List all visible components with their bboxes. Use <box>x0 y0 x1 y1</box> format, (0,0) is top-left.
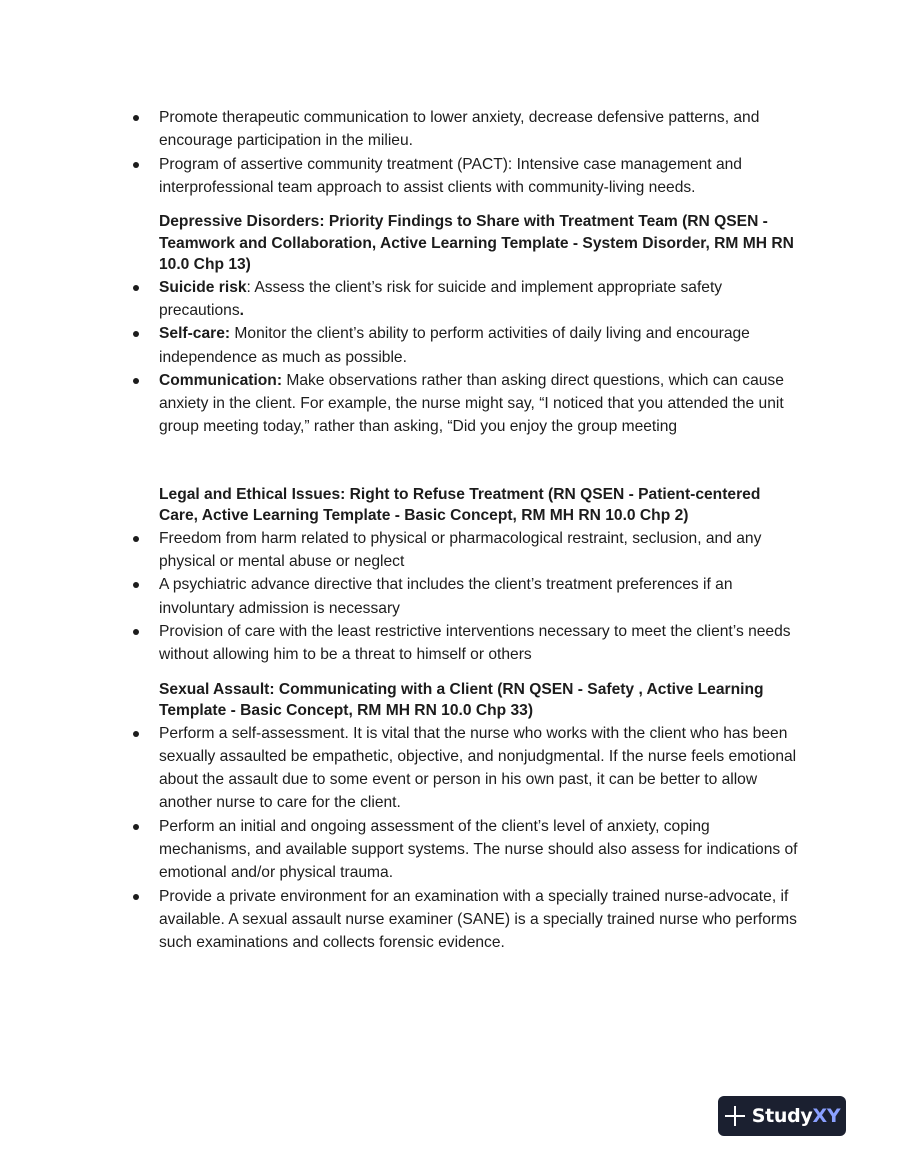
list-item: Promote therapeutic communication to lower anxiety, decrease defensive patterns, and encourage participation in the milieu. <box>131 106 803 153</box>
list-item: Perform an initial and ongoing assessment of the client’s level of anxiety, coping mechanisms, and available support systems. The nurse should also assess for indications of emotional and/or physical trauma. <box>131 815 803 885</box>
studyxy-logo[interactable] <box>718 1096 846 1136</box>
term-label: Suicide risk <box>159 278 247 296</box>
section-heading: Depressive Disorders: Priority Findings to Share with Treatment Team (RN QSEN - Teamwork and Collaboration, Active Learning Template - System Disorder, RM MH RN 10.0 Chp 13) <box>159 213 794 274</box>
document-body <box>131 106 803 955</box>
section-heading: Legal and Ethical Issues: Right to Refuse Treatment (RN QSEN - Patient-centered Care, Active Learning Template - Basic Concept, RM MH RN 10.0 Chp 2) <box>159 485 761 525</box>
item-text: : Assess the client’s risk for suicide and implement appropriate safety precautions <box>159 278 723 319</box>
list-item: Provide a private environment for an examination with a specially trained nurse-advocate, if available. A sexual assault nurse examiner (SANE) is a specially trained nurse who performs such examinations and collects forensic evidence. <box>131 885 803 955</box>
item-tail: . <box>239 301 244 319</box>
list-item <box>131 276 803 323</box>
item-text: Make observations rather than asking direct questions, which can cause anxiety in the client. For example, the nurse might say, “I noticed that you attended the unit group meeting today,” rather than asking, “Did you enjoy the group meeting <box>159 371 784 436</box>
term-label: Communication: <box>159 371 283 389</box>
section-list <box>131 722 803 955</box>
intro-list <box>131 106 803 199</box>
list-item <box>131 369 803 439</box>
list-item: Freedom from harm related to physical or pharmacological restraint, seclusion, and any physical or mental abuse or neglect <box>131 527 803 574</box>
item-text: Monitor the client’s ability to perform activities of daily living and encourage independence as much as possible. <box>159 325 750 366</box>
plus-icon <box>724 1105 746 1127</box>
section-depressive-disorders <box>131 211 803 439</box>
section-list <box>131 527 803 667</box>
section-heading: Sexual Assault: Communicating with a Client (RN QSEN - Safety , Active Learning Template - Basic Concept, RM MH RN 10.0 Chp 33) <box>159 680 764 720</box>
list-item: Program of assertive community treatment (PACT): Intensive case management and interprofessional team approach to assist clients with community-living needs. <box>131 153 803 200</box>
list-item: A psychiatric advance directive that includes the client’s treatment preferences if an involuntary admission is necessary <box>131 573 803 620</box>
term-label: Self-care: <box>159 325 231 343</box>
list-item <box>131 322 803 369</box>
section-legal-ethical <box>131 484 803 667</box>
logo-word-accent: XY <box>812 1105 841 1127</box>
logo-word-main: Study <box>751 1105 813 1127</box>
list-item: Perform a self-assessment. It is vital that the nurse who works with the client who has been sexually assaulted be empathetic, objective, and nonjudgmental. If the nurse feels emotional about the assault due to some event or person in his own past, it can be better to allow another nurse to care for the client. <box>131 722 803 815</box>
section-sexual-assault <box>131 679 803 955</box>
list-item: Provision of care with the least restrictive interventions necessary to meet the client’s needs without allowing him to be a threat to himself or others <box>131 620 803 667</box>
logo-wordmark <box>752 1105 841 1127</box>
section-list <box>131 276 803 439</box>
